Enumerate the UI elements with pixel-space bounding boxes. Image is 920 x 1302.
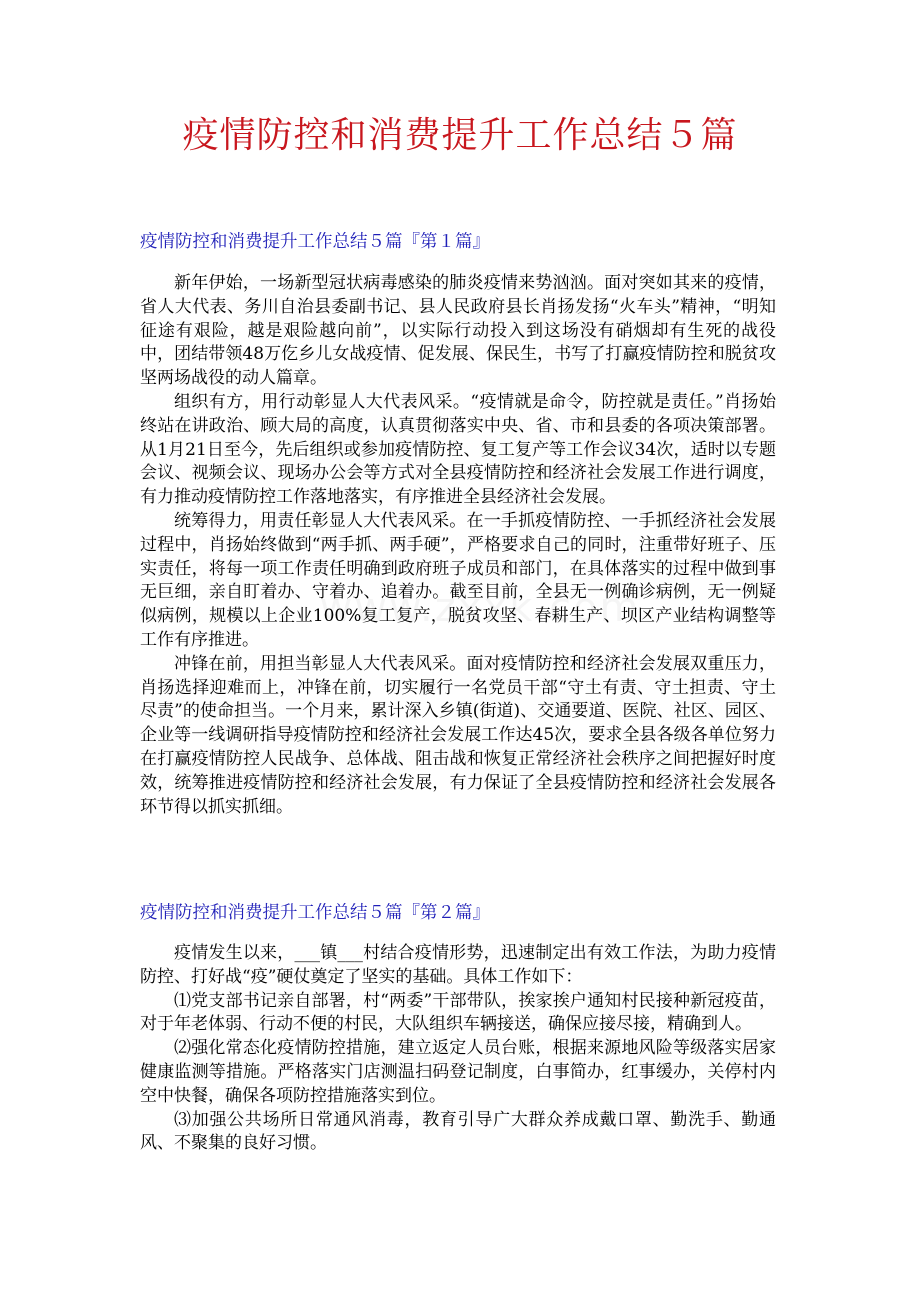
paragraph: 疫情发生以来，___镇___村结合疫情形势，迅速制定出有效工作法，为助力疫情防控、打好战“疫”硬仗奠定了坚实的基础。具体工作如下： [140,943,776,987]
section-heading-2: 疫情防控和消费提升工作总结５篇『第２篇』 [140,903,490,923]
paragraph: 统筹得力，用责任彰显人大代表风采。在一手抓疫情防控、一手抓经济社会发展过程中，肖扬始终做到“两手抓、两手硬”，严格要求自己的同时，注重带好班子、压实责任，将每一项工作责任明确到政府班子成员和部门，在具体落实的过程中做到事无巨细，亲自盯着办、守着办、追着办。截至目前，全县无一例确诊病例，无一例疑似病例，规模以上企业100%复工复产，脱贫攻坚、春耕生产、坝区产业结构调整等工作有序推进。 [140,510,776,650]
section-body-1 [140,272,776,819]
paragraph: ⑴党支部书记亲自部署，村“两委”干部带队，挨家挨户通知村民接种新冠疫苗，对于年老体弱、行动不便的村民，大队组织车辆接送，确保应接尽接，精确到人。 [140,990,776,1035]
paragraph: 冲锋在前，用担当彰显人大代表风采。面对疫情防控和经济社会发展双重压力，肖扬选择迎难而上，冲锋在前，切实履行一名党员干部“守土有责、守土担责、守土尽责”的使命担当。一个月来，累计深入乡镇(街道)、交通要道、医院、社区、园区、企业等一线调研指导疫情防控和经济社会发展工作达45次，要求全县各级各单位努力在打赢疫情防控人民战争、总体战、阻击战和恢复正常经济社会秩序之间把握好时度效，统筹推进疫情防控和经济社会发展，有力保证了全县疫情防控和经济社会发展各环节得以抓实抓细。 [140,653,776,817]
paragraph: 组织有方，用行动彰显人大代表风采。“疫情就是命令，防控就是责任。”肖扬始终站在讲政治、顾大局的高度，认真贯彻落实中央、省、市和县委的各项决策部署。从1月21日至今，先后组织或参加疫情防控、复工复产等工作会议34次，适时以专题会议、视频会议、现场办公会等方式对全县疫情防控和经济社会发展工作进行调度，有力推动疫情防控工作落地落实，有序推进全县经济社会发展。 [140,391,776,508]
paragraph: ⑶加强公共场所日常通风消毒，教育引导广大群众养成戴口罩、勤洗手、勤通风、不聚集的良好习惯。 [140,1109,776,1154]
paragraph: 新年伊始，一场新型冠状病毒感染的肺炎疫情来势汹汹。面对突如其来的疫情，省人大代表、务川自治县委副书记、县人民政府县长肖扬发扬“火车头”精神，“明知征途有艰险，越是艰险越向前”，以实际行动投入到这场没有硝烟却有生死的战役中，团结带领48万仡乡儿女战疫情、促发展、保民生，书写了打赢疫情防控和脱贫攻坚两场战役的动人篇章。 [140,273,776,389]
paragraph: ⑵强化常态化疫情防控措施，建立返定人员台账，根据来源地风险等级落实居家健康监测等措施。严格落实门店测温扫码登记制度，白事简办，红事缓办，关停村内空中快餐，确保各项防控措施落实到位。 [140,1038,776,1106]
document-title: 疫情防控和消费提升工作总结５篇 [182,115,738,156]
section-heading-1: 疫情防控和消费提升工作总结５篇『第１篇』 [140,232,490,252]
section-body-2 [140,942,776,1156]
